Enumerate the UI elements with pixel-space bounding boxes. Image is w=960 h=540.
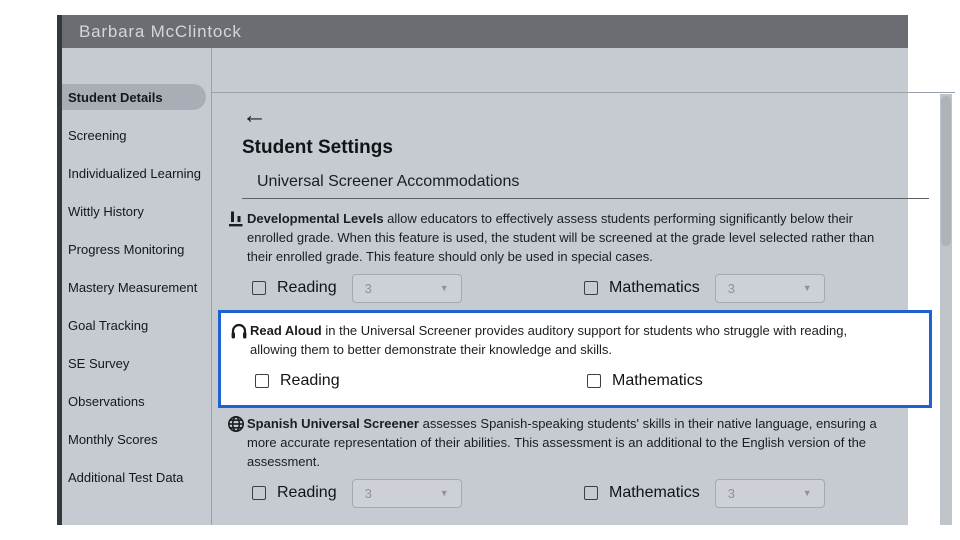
subject-label: Reading: [277, 484, 337, 501]
sidebar-item-label: Goal Tracking: [68, 317, 149, 333]
subject-label: Reading: [277, 279, 337, 296]
sidebar-item-additional-test-data[interactable]: [62, 458, 206, 496]
setting-developmental-levels: [229, 209, 929, 303]
sidebar-item-label: Monthly Scores: [68, 431, 158, 447]
scrollbar-thumb[interactable]: [941, 96, 951, 246]
setting-description: Read Aloud in the Universal Screener provides auditory support for students who struggle with reading, allowing them to better demonstrate their knowledge and skills.: [250, 323, 848, 357]
subject-label: Mathematics: [612, 372, 703, 389]
sidebar-item-mastery-measurement[interactable]: [62, 268, 206, 306]
scrollbar[interactable]: [940, 94, 952, 525]
chevron-down-icon: ▼: [439, 283, 449, 293]
sidebar-item-label: Student Details: [68, 89, 163, 105]
grade-level-value: 3: [727, 280, 735, 296]
subject-option: [252, 479, 584, 508]
sidebar-item-label: Mastery Measurement: [68, 279, 198, 295]
subject-option: [584, 479, 916, 508]
sidebar-item-goal-tracking[interactable]: [62, 306, 206, 344]
subject-label: Reading: [280, 372, 340, 389]
subject-label: Mathematics: [609, 279, 700, 296]
headphones-icon: [230, 322, 248, 340]
setting-name: Spanish Universal Screener: [247, 416, 419, 431]
sidebar-item-label: Progress Monitoring: [68, 241, 185, 257]
sidebar-item-observations[interactable]: [62, 382, 206, 420]
subject-option: [252, 274, 584, 303]
section-divider: [242, 198, 929, 199]
page-title: Student Settings: [242, 137, 393, 158]
app-window: [57, 15, 908, 525]
setting-read-aloud: [218, 310, 932, 408]
setting-spanish-universal-screener: [229, 414, 929, 508]
chevron-down-icon: ▼: [802, 488, 812, 498]
subject-checkbox[interactable]: [584, 486, 598, 500]
grade-level-value: 3: [727, 485, 735, 501]
setting-description: Spanish Universal Screener assesses Spanish-speaking students' skills in their native language, ensuring a more accurate representation of their abilities. This assessment is an additional to the English version of the assessment.: [247, 416, 877, 469]
main-panel: [212, 48, 955, 525]
content: [212, 93, 955, 508]
sidebar-item-label: Individualized Learning: [68, 165, 201, 181]
section-title: Universal Screener Accommodations: [257, 173, 520, 190]
setting-options: [255, 366, 919, 396]
setting-name: Developmental Levels: [247, 211, 384, 226]
main-top-strip: [212, 48, 955, 93]
sidebar-item-monthly-scores[interactable]: [62, 420, 206, 458]
grade-level-dropdown[interactable]: [715, 479, 825, 508]
levels-icon: [227, 210, 245, 228]
subject-checkbox[interactable]: [252, 281, 266, 295]
grade-level-dropdown[interactable]: [352, 274, 462, 303]
sidebar-item-student-details[interactable]: [62, 84, 206, 110]
subject-checkbox[interactable]: [255, 374, 269, 388]
back-arrow-icon[interactable]: ←: [242, 101, 267, 129]
subject-checkbox[interactable]: [587, 374, 601, 388]
sidebar-item-label: Screening: [68, 127, 127, 143]
grade-level-value: 3: [364, 485, 372, 501]
subject-option: [584, 274, 916, 303]
subject-checkbox[interactable]: [252, 486, 266, 500]
app-body: [62, 48, 908, 525]
sidebar-item-label: Wittly History: [68, 203, 144, 219]
sidebar-item-progress-monitoring[interactable]: [62, 230, 206, 268]
chevron-down-icon: ▼: [439, 488, 449, 498]
sidebar-item-label: SE Survey: [68, 355, 130, 371]
globe-icon: [227, 415, 245, 433]
settings-list: [229, 209, 929, 508]
grade-level-dropdown[interactable]: [352, 479, 462, 508]
subject-label: Mathematics: [609, 484, 700, 501]
student-name-title: Barbara McClintock: [79, 21, 242, 41]
sidebar: [62, 48, 212, 525]
setting-description: Developmental Levels allow educators to effectively assess students performing significantly below their enrolled grade. When this feature is used, the student will be screened at the grade level selected rather than their enrolled grade. This feature should only be used in special cases.: [247, 211, 875, 264]
sidebar-item-label: Additional Test Data: [68, 469, 184, 485]
subject-checkbox[interactable]: [584, 281, 598, 295]
grade-level-value: 3: [364, 280, 372, 296]
subject-option: [587, 372, 919, 390]
sidebar-item-screening[interactable]: [62, 116, 206, 154]
app-header: [62, 15, 908, 48]
sidebar-nav: [62, 84, 211, 496]
sidebar-item-wittly-history[interactable]: [62, 192, 206, 230]
grade-level-dropdown[interactable]: [715, 274, 825, 303]
subject-option: [255, 372, 587, 390]
sidebar-item-se-survey[interactable]: [62, 344, 206, 382]
sidebar-item-label: Observations: [68, 393, 145, 409]
setting-options: [252, 478, 929, 508]
setting-name: Read Aloud: [250, 323, 322, 338]
chevron-down-icon: ▼: [802, 283, 812, 293]
setting-options: [252, 273, 929, 303]
sidebar-item-individualized-learning[interactable]: [62, 154, 206, 192]
